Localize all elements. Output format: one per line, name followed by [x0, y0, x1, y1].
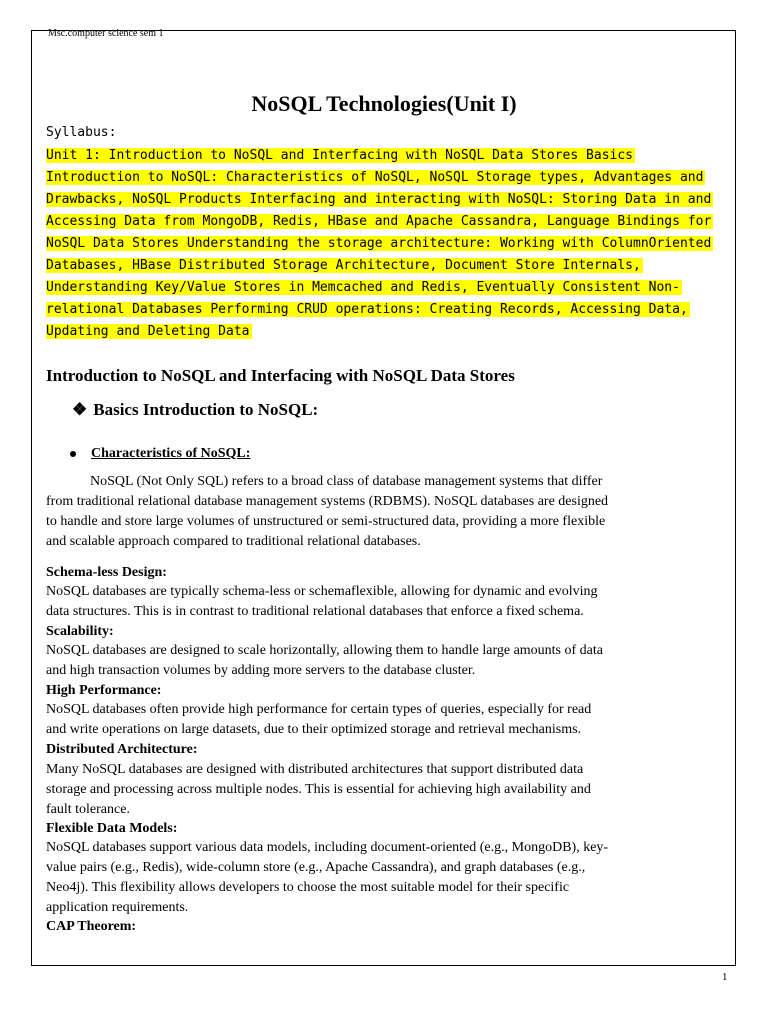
characteristic-heading: CAP Theorem: [46, 919, 137, 934]
paragraph-line: data structures. This is in contrast to traditional relational databases that enforce a fixed schema. [46, 604, 584, 619]
page-title: NoSQL Technologies(Unit I) [251, 91, 517, 116]
paragraph-line: NoSQL databases often provide high performance for certain types of queries, especially for read [46, 702, 592, 717]
syllabus-line [46, 167, 718, 189]
paragraph-line: value pairs (e.g., Redis), wide-column store (e.g., Apache Cassandra), and graph databases (e.g., [46, 860, 586, 875]
paragraph-line: storage and processing across multiple nodes. This is essential for achieving high availability and [46, 782, 591, 797]
characteristic-heading: Distributed Architecture: [46, 742, 198, 757]
paragraph-line: from traditional relational database management systems (RDBMS). NoSQL databases are designed [46, 494, 609, 509]
characteristic-text [46, 700, 726, 740]
paragraph-line: to handle and store large volumes of unstructured or semi-structured data, providing a more flexible [46, 514, 606, 529]
paragraph-line: and high transaction volumes by adding more servers to the database cluster. [46, 663, 476, 678]
paragraph-line: Many NoSQL databases are designed with distributed architectures that support distributed data [46, 762, 584, 777]
paragraph-line: and write operations on large datasets, due to their optimized storage and retrieval mechanisms. [46, 722, 582, 737]
paragraph-line: NoSQL databases support various data models, including document-oriented (e.g., MongoDB), key- [46, 840, 609, 855]
bullet-icon [70, 451, 76, 457]
syllabus-line [46, 299, 718, 321]
characteristic-text [46, 641, 726, 681]
paragraph-line: fault tolerance. [46, 802, 130, 817]
syllabus-line-text: Unit 1: Introduction to NoSQL and Interfacing with NoSQL Data Stores Basics [46, 148, 633, 163]
syllabus-line-text: Databases, HBase Distributed Storage Architecture, Document Store Internals, [46, 258, 641, 273]
characteristic-heading: Flexible Data Models: [46, 821, 178, 836]
syllabus-line [46, 233, 718, 255]
characteristic-text [46, 582, 726, 622]
section-heading: Introduction to NoSQL and Interfacing with NoSQL Data Stores [46, 366, 515, 385]
characteristic-heading: Scalability: [46, 624, 114, 639]
paragraph-line: application requirements. [46, 900, 189, 915]
diamond-bullet-icon: ❖ [72, 400, 88, 419]
syllabus-line-text: Introduction to NoSQL: Characteristics of NoSQL, NoSQL Storage types, Advantages and [46, 170, 704, 185]
syllabus-line [46, 211, 718, 233]
subsection-heading-text: Basics Introduction to NoSQL: [93, 400, 319, 419]
paragraph-line: Neo4j). This flexibility allows developers to choose the most suitable model for their specific [46, 880, 570, 895]
paragraph-line: NoSQL databases are typically schema-less or schemaflexible, allowing for dynamic and evolving [46, 584, 598, 599]
intro-paragraph [46, 472, 726, 552]
subsubsection-heading [68, 444, 250, 464]
characteristic-text [46, 838, 726, 918]
syllabus-line-text: NoSQL Data Stores Understanding the storage architecture: Working with ColumnOriented [46, 236, 712, 251]
subsection-heading [72, 398, 318, 422]
syllabus-line-text: Understanding Key/Value Stores in Memcached and Redis, Eventually Consistent Non- [46, 280, 680, 295]
syllabus-line [46, 277, 718, 299]
syllabus-line-text: Drawbacks, NoSQL Products Interfacing and interacting with NoSQL: Storing Data in and [46, 192, 712, 207]
paragraph-line: NoSQL (Not Only SQL) refers to a broad class of database management systems that differ [90, 474, 603, 489]
syllabus-line [46, 189, 718, 211]
syllabus-line [46, 145, 718, 167]
syllabus-label: Syllabus: [46, 125, 117, 140]
syllabus-line-text: Updating and Deleting Data [46, 324, 250, 339]
syllabus-line [46, 255, 718, 277]
subsubsection-heading-text: Characteristics of NoSQL: [91, 446, 251, 461]
syllabus-line [46, 321, 718, 343]
syllabus-block [46, 145, 718, 343]
paragraph-line: and scalable approach compared to traditional relational databases. [46, 534, 421, 549]
characteristic-heading: Schema-less Design: [46, 565, 167, 580]
page-number: 1 [722, 971, 728, 983]
characteristic-heading: High Performance: [46, 683, 162, 698]
header-note: Msc.computer science sem 1 [48, 28, 164, 39]
syllabus-line-text: relational Databases Performing CRUD operations: Creating Records, Accessing Data, [46, 302, 688, 317]
characteristic-text [46, 760, 726, 820]
paragraph-line: NoSQL databases are designed to scale horizontally, allowing them to handle large amounts of data [46, 643, 603, 658]
syllabus-line-text: Accessing Data from MongoDB, Redis, HBase and Apache Cassandra, Language Bindings for [46, 214, 712, 229]
